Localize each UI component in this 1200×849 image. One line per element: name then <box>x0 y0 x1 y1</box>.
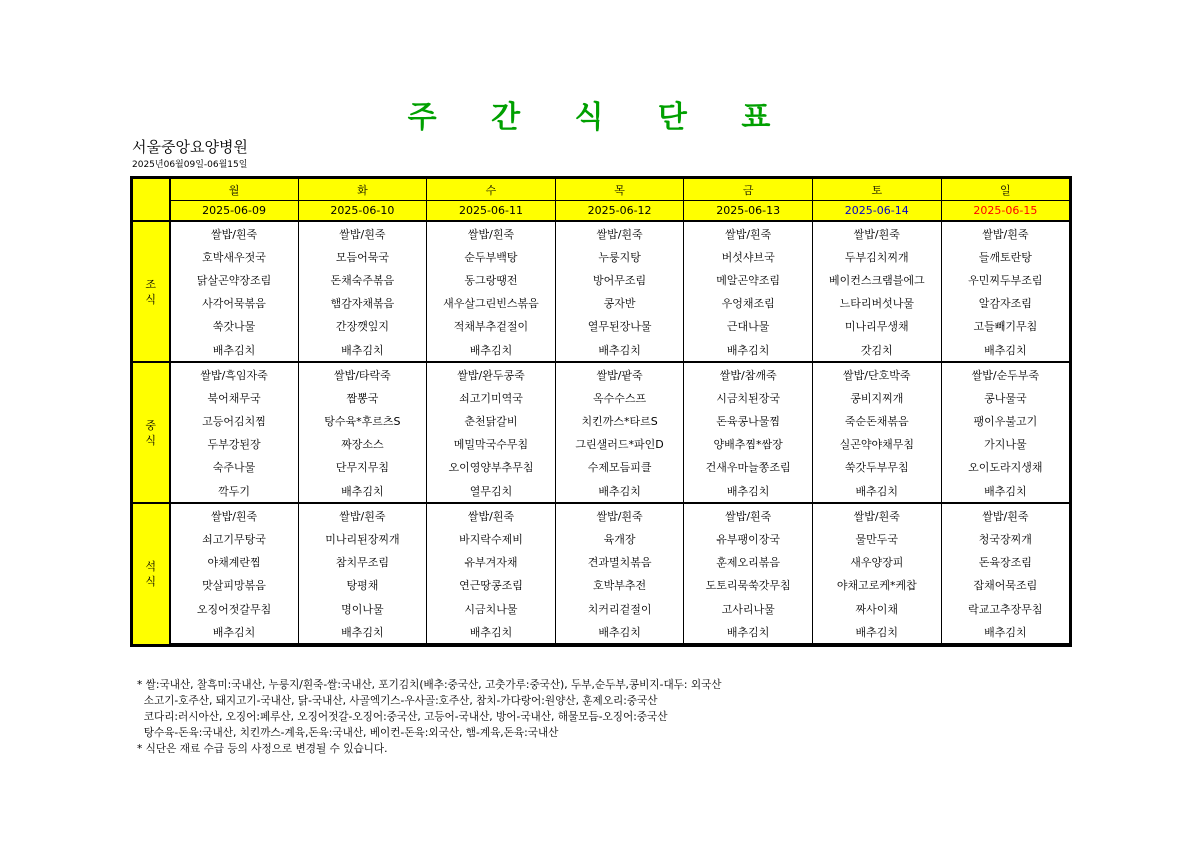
menu-item: 탕수육*후르츠S <box>298 410 427 433</box>
menu-item: 고들빼기무침 <box>941 315 1070 338</box>
menu-item: 배추김치 <box>298 620 427 644</box>
table-row <box>133 597 1070 620</box>
menu-item: 쌀밥/타락죽 <box>298 362 427 386</box>
menu-item: 간장깻잎지 <box>298 315 427 338</box>
menu-item: 도토리묵쑥갓무침 <box>684 574 813 597</box>
menu-item: 쌀밥/흰죽 <box>941 503 1070 527</box>
table-row <box>133 362 1070 386</box>
menu-item: 쌀밥/흰죽 <box>170 221 299 245</box>
menu-item: 그린샐러드*파인D <box>555 433 684 456</box>
meal-label: 중 식 <box>133 362 170 503</box>
menu-item: 쌀밥/흰죽 <box>555 503 684 527</box>
menu-item: 명이나물 <box>298 597 427 620</box>
menu-item: 쌀밥/흰죽 <box>427 503 556 527</box>
menu-item: 고등어김치찜 <box>170 410 299 433</box>
menu-item: 쌀밥/흰죽 <box>684 503 813 527</box>
menu-item: 우민찌두부조림 <box>941 268 1070 291</box>
menu-item: 베이컨스크램블에그 <box>812 268 941 291</box>
menu-item: 실곤약야채무침 <box>812 433 941 456</box>
menu-item: 물만두국 <box>812 527 941 550</box>
table-row <box>133 527 1070 550</box>
menu-item: 사각어묵볶음 <box>170 292 299 315</box>
menu-item: 갓김치 <box>812 338 941 362</box>
menu-item: 배추김치 <box>170 338 299 362</box>
menu-item: 쌀밥/단호박죽 <box>812 362 941 386</box>
menu-item: 우엉채조림 <box>684 292 813 315</box>
menu-item: 두부김치찌개 <box>812 245 941 268</box>
meal-label: 조 식 <box>133 221 170 362</box>
menu-item: 느타리버섯나물 <box>812 292 941 315</box>
day-date-4: 2025-06-13 <box>684 201 813 222</box>
menu-item: 쑥갓두부무침 <box>812 456 941 479</box>
menu-item: 배추김치 <box>427 620 556 644</box>
table-row <box>133 268 1070 291</box>
menu-item: 시금치나물 <box>427 597 556 620</box>
menu-item: 배추김치 <box>684 479 813 503</box>
day-date-1: 2025-06-10 <box>298 201 427 222</box>
table-row <box>133 410 1070 433</box>
day-date-3: 2025-06-12 <box>555 201 684 222</box>
table-row <box>133 479 1070 503</box>
menu-item: 콩자반 <box>555 292 684 315</box>
weekly-menu-table <box>132 178 1070 645</box>
day-date-0: 2025-06-09 <box>170 201 299 222</box>
table-row <box>133 386 1070 409</box>
menu-item: 참치무조림 <box>298 551 427 574</box>
table-row <box>133 551 1070 574</box>
menu-item: 쌀밥/팥죽 <box>555 362 684 386</box>
day-header-row <box>133 179 1070 201</box>
menu-item: 쌀밥/흰죽 <box>427 221 556 245</box>
menu-item: 배추김치 <box>298 479 427 503</box>
menu-item: 북어채무국 <box>170 386 299 409</box>
table-row <box>133 292 1070 315</box>
menu-item: 배추김치 <box>298 338 427 362</box>
menu-item: 호박부추전 <box>555 574 684 597</box>
table-row <box>133 338 1070 362</box>
day-name-3: 목 <box>555 179 684 201</box>
day-date-5: 2025-06-14 <box>812 201 941 222</box>
menu-item: 쇠고기미역국 <box>427 386 556 409</box>
day-name-6: 일 <box>941 179 1070 201</box>
menu-item: 들깨토란탕 <box>941 245 1070 268</box>
menu-item: 짜장소스 <box>298 433 427 456</box>
note-line: * 쌀:국내산, 찰흑미:국내산, 누룽지/흰죽-쌀:국내산, 포기김치(배추:중국산, 고춧가루:중국산), 두부,순두부,콩비지-대두: 외국산 <box>137 679 722 691</box>
origin-notes <box>137 677 722 757</box>
page-title: 주 간 식 단 표 <box>407 100 793 135</box>
day-name-0: 월 <box>170 179 299 201</box>
menu-item: 쇠고기무탕국 <box>170 527 299 550</box>
menu-item: 유부겨자채 <box>427 551 556 574</box>
menu-item: 수제모듬피클 <box>555 456 684 479</box>
menu-item: 쌀밥/흑임자죽 <box>170 362 299 386</box>
menu-item: 배추김치 <box>941 620 1070 644</box>
menu-item: 견과멸치볶음 <box>555 551 684 574</box>
menu-item: 호박새우젓국 <box>170 245 299 268</box>
table-row <box>133 433 1070 456</box>
menu-item: 콩비지찌개 <box>812 386 941 409</box>
menu-item: 맛살피망볶음 <box>170 574 299 597</box>
menu-item: 배추김치 <box>812 620 941 644</box>
menu-item: 배추김치 <box>170 620 299 644</box>
menu-item: 닭살곤약장조림 <box>170 268 299 291</box>
day-date-6: 2025-06-15 <box>941 201 1070 222</box>
menu-item: 쌀밥/순두부죽 <box>941 362 1070 386</box>
menu-item: 돈육콩나물찜 <box>684 410 813 433</box>
menu-item: 오이도라지생채 <box>941 456 1070 479</box>
menu-item: 배추김치 <box>427 338 556 362</box>
menu-item: 열무김치 <box>427 479 556 503</box>
menu-item: 야채계란찜 <box>170 551 299 574</box>
menu-item: 죽순돈채볶음 <box>812 410 941 433</box>
note-line: 소고기-호주산, 돼지고기-국내산, 닭-국내산, 사골엑기스-우사골:호주산, 참치-가다랑어:원양산, 훈제오리:중국산 <box>137 695 658 707</box>
menu-period: 2025년06월09일-06월15일 <box>132 160 248 170</box>
menu-item: 버섯샤브국 <box>684 245 813 268</box>
menu-item: 배추김치 <box>812 479 941 503</box>
menu-item: 훈제오리볶음 <box>684 551 813 574</box>
menu-item: 육개장 <box>555 527 684 550</box>
menu-item: 돈육장조림 <box>941 551 1070 574</box>
menu-item: 동그랑땡전 <box>427 268 556 291</box>
day-date-2: 2025-06-11 <box>427 201 556 222</box>
menu-item: 방어무조림 <box>555 268 684 291</box>
menu-item: 쌀밥/흰죽 <box>298 503 427 527</box>
menu-item: 춘천닭갈비 <box>427 410 556 433</box>
menu-item: 적채부추겉절이 <box>427 315 556 338</box>
menu-item: 두부강된장 <box>170 433 299 456</box>
menu-item: 양배추찜*쌈장 <box>684 433 813 456</box>
menu-item: 옥수수스프 <box>555 386 684 409</box>
note-line: * 식단은 재료 수급 등의 사정으로 변경될 수 있습니다. <box>137 743 388 755</box>
menu-item: 모듬어묵국 <box>298 245 427 268</box>
menu-item: 열무된장나물 <box>555 315 684 338</box>
menu-item: 치킨까스*타르S <box>555 410 684 433</box>
menu-item: 쌀밥/흰죽 <box>812 503 941 527</box>
menu-item: 콩나물국 <box>941 386 1070 409</box>
menu-item: 새우살그린빈스볶음 <box>427 292 556 315</box>
menu-item: 바지락수제비 <box>427 527 556 550</box>
note-line: 탕수육-돈육:국내산, 치킨까스-계육,돈육:국내산, 베이컨-돈육:외국산, 햄-계육,돈육:국내산 <box>137 727 559 739</box>
menu-item: 숙주나물 <box>170 456 299 479</box>
menu-item: 치커리겉절이 <box>555 597 684 620</box>
menu-item: 쌀밥/흰죽 <box>298 221 427 245</box>
date-header-row <box>133 201 1070 222</box>
menu-item: 짜사이채 <box>812 597 941 620</box>
menu-item: 햄감자채볶음 <box>298 292 427 315</box>
menu-item: 오징어젓갈무침 <box>170 597 299 620</box>
menu-item: 배추김치 <box>941 338 1070 362</box>
menu-item: 새우양장피 <box>812 551 941 574</box>
menu-item: 짬뽕국 <box>298 386 427 409</box>
menu-item: 미나리무생채 <box>812 315 941 338</box>
table-row <box>133 221 1070 245</box>
menu-item: 배추김치 <box>555 620 684 644</box>
menu-item: 시금치된장국 <box>684 386 813 409</box>
menu-item: 근대나물 <box>684 315 813 338</box>
menu-item: 야채고로케*케찹 <box>812 574 941 597</box>
menu-item: 가지나물 <box>941 433 1070 456</box>
menu-item: 단무지무침 <box>298 456 427 479</box>
menu-item: 배추김치 <box>941 479 1070 503</box>
table-row <box>133 503 1070 527</box>
note-line: 코다리:러시아산, 오징어:페루산, 오징어젓갈-오징어:중국산, 고등어-국내산, 방어-국내산, 해물모듬-오징어:중국산 <box>137 711 668 723</box>
menu-item: 청국장찌개 <box>941 527 1070 550</box>
menu-item: 쌀밥/참깨죽 <box>684 362 813 386</box>
menu-item: 쌀밥/완두콩죽 <box>427 362 556 386</box>
corner-cell <box>133 179 170 222</box>
menu-item: 쌀밥/흰죽 <box>684 221 813 245</box>
meal-label: 석 식 <box>133 503 170 644</box>
menu-item: 배추김치 <box>684 338 813 362</box>
menu-item: 순두부백탕 <box>427 245 556 268</box>
menu-item: 고사리나물 <box>684 597 813 620</box>
table-row <box>133 245 1070 268</box>
menu-item: 건새우마늘쫑조림 <box>684 456 813 479</box>
table-row <box>133 315 1070 338</box>
menu-item: 배추김치 <box>555 479 684 503</box>
menu-item: 알감자조림 <box>941 292 1070 315</box>
table-row <box>133 456 1070 479</box>
menu-item: 누룽지탕 <box>555 245 684 268</box>
menu-item: 유부팽이장국 <box>684 527 813 550</box>
menu-item: 오이영양부추무침 <box>427 456 556 479</box>
table-row <box>133 620 1070 644</box>
day-name-2: 수 <box>427 179 556 201</box>
day-name-5: 토 <box>812 179 941 201</box>
menu-item: 돈채숙주볶음 <box>298 268 427 291</box>
menu-item: 탕평채 <box>298 574 427 597</box>
menu-item: 연근땅콩조림 <box>427 574 556 597</box>
menu-item: 배추김치 <box>684 620 813 644</box>
menu-item: 쌀밥/흰죽 <box>170 503 299 527</box>
menu-item: 락교고추장무침 <box>941 597 1070 620</box>
menu-item: 팽이우불고기 <box>941 410 1070 433</box>
hospital-name: 서울중앙요양병원 <box>132 138 248 156</box>
menu-item: 쑥갓나물 <box>170 315 299 338</box>
menu-item: 쌀밥/흰죽 <box>941 221 1070 245</box>
menu-item: 깍두기 <box>170 479 299 503</box>
menu-item: 메알곤약조림 <box>684 268 813 291</box>
day-name-4: 금 <box>684 179 813 201</box>
table-row <box>133 574 1070 597</box>
menu-item: 쌀밥/흰죽 <box>812 221 941 245</box>
menu-item: 배추김치 <box>555 338 684 362</box>
menu-item: 메밀막국수무침 <box>427 433 556 456</box>
menu-item: 잡채어묵조림 <box>941 574 1070 597</box>
menu-item: 쌀밥/흰죽 <box>555 221 684 245</box>
menu-item: 미나리된장찌개 <box>298 527 427 550</box>
day-name-1: 화 <box>298 179 427 201</box>
